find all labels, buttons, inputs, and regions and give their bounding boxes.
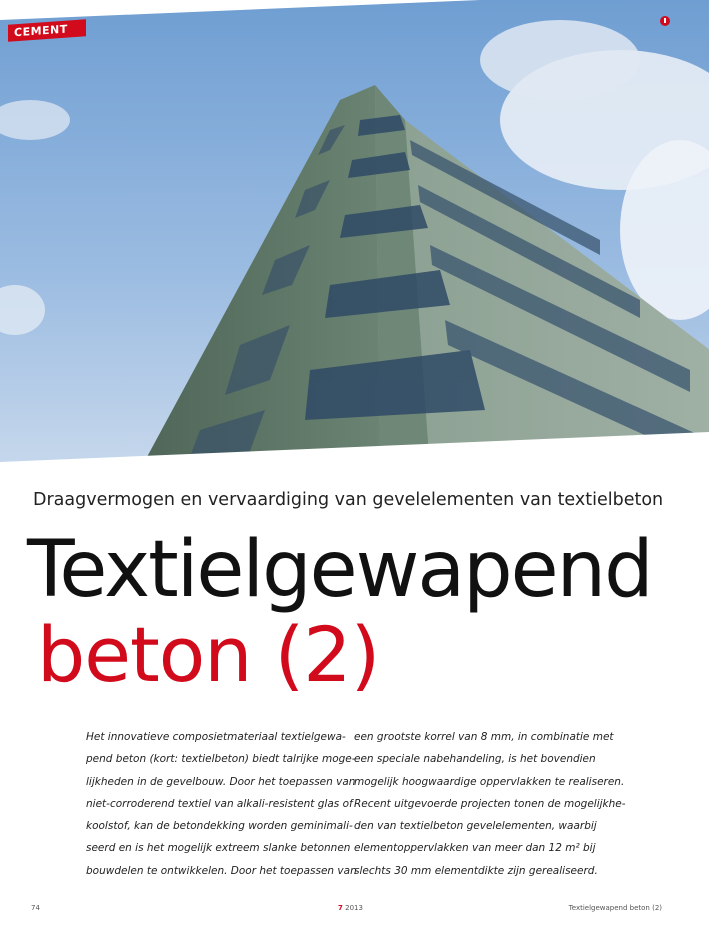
intro-line: pend beton (kort: textielbeton) biedt talrijke moge- — [86, 753, 356, 766]
article-title-part2: beton (2) — [37, 610, 380, 699]
article-subtitle: Draagvermogen en vervaardiging van gevelelementen van textielbeton — [33, 490, 664, 510]
issue-label — [338, 904, 363, 912]
issue-number: 7 — [338, 904, 343, 912]
intro-column-right — [354, 726, 626, 882]
section-marker-icon — [660, 16, 670, 26]
intro-line: een grootste korrel van 8 mm, in combinatie met — [354, 731, 614, 743]
intro-line: Het innovatieve composietmateriaal textielgewa- — [86, 731, 346, 743]
running-title: Textielgewapend beton (2) — [568, 904, 662, 912]
intro-line: niet-corroderend textiel van alkali-resistent glas of — [86, 797, 353, 810]
intro-line: bouwdelen te ontwikkelen. Door het toepassen van — [86, 864, 357, 877]
intro-line: koolstof, kan de betondekking worden geminimali- — [86, 820, 353, 833]
intro-line: Recent uitgevoerde projecten tonen de mogelijkhe- — [354, 797, 626, 810]
intro-line: een speciale nabehandeling, is het bovendien — [354, 753, 596, 766]
intro-line: den van textielbeton gevelelementen, waarbij — [354, 820, 597, 833]
intro-column-left — [86, 726, 357, 882]
page-number: 74 — [31, 904, 40, 912]
article-title: Textielgewapend — [27, 525, 652, 615]
intro-line: elementoppervlakken van meer dan 12 m² bij — [354, 842, 596, 855]
intro-line: seerd en is het mogelijk extreem slanke betonnen — [86, 842, 351, 855]
intro-line: lijkheden in de gevelbouw. Door het toepassen van — [86, 775, 356, 788]
intro-line: slechts 30 mm elementdikte zijn gerealiseerd. — [354, 864, 598, 877]
brand-logo: CEMENT — [8, 19, 86, 41]
issue-year: 2013 — [345, 904, 363, 912]
intro-line: mogelijk hoogwaardige oppervlakken te realiseren. — [354, 775, 625, 788]
